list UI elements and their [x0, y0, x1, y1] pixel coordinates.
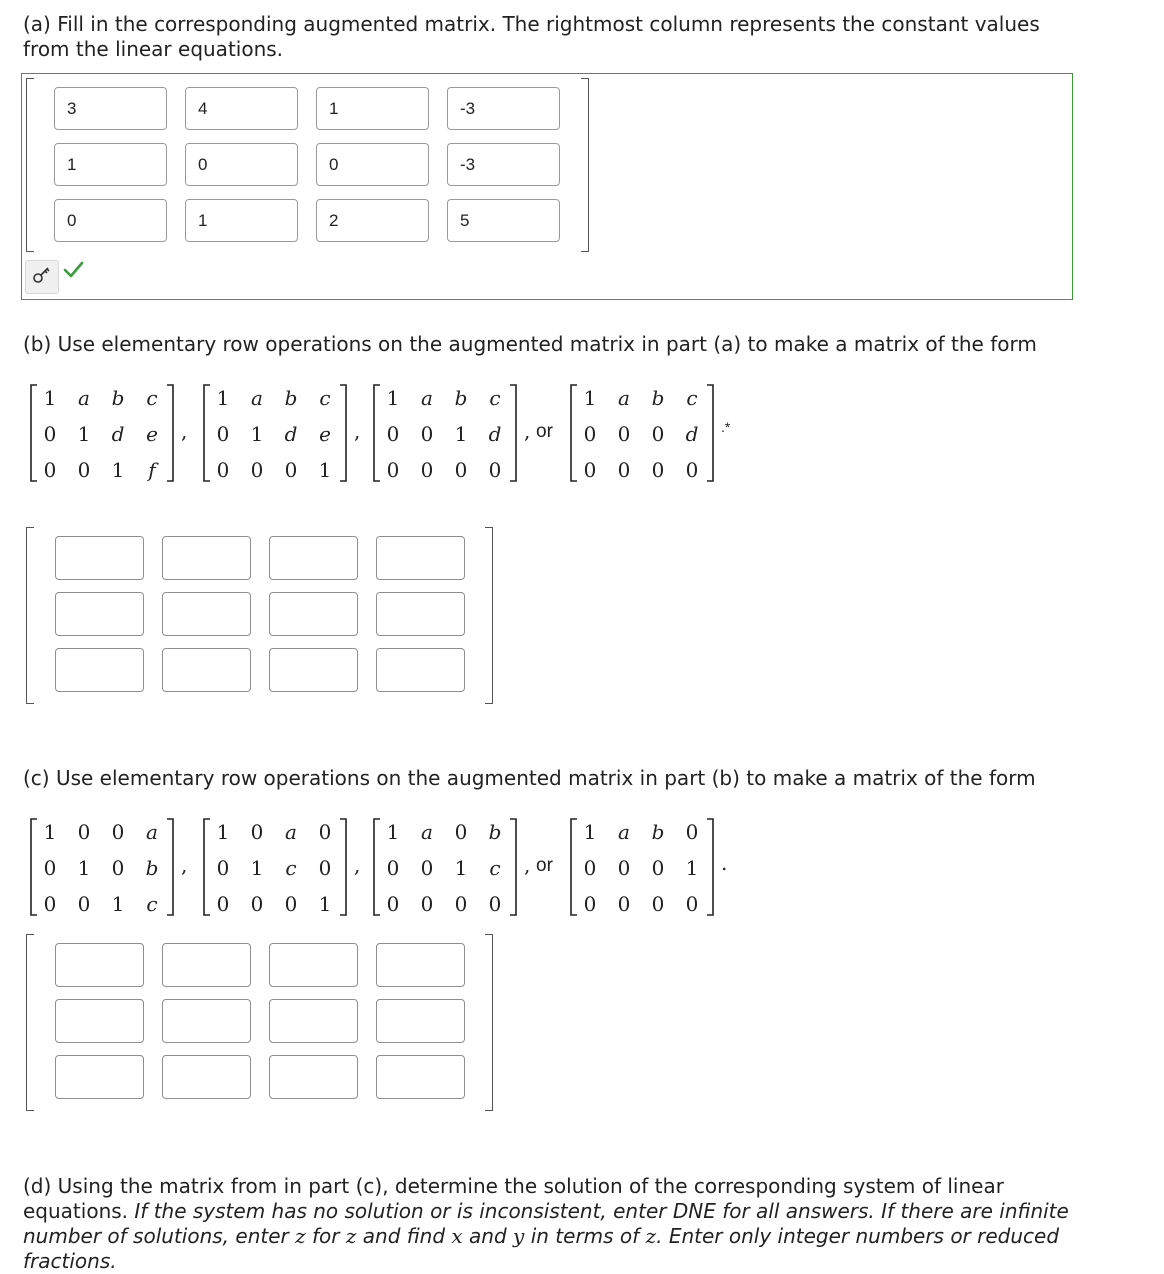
- part-b-input-cell[interactable]: [55, 536, 144, 580]
- form-matrix-entry: 0: [651, 458, 665, 482]
- form-matrix-entry: 1: [77, 856, 91, 880]
- form-matrix-entry: 0: [651, 892, 665, 916]
- form-matrix-entry: c: [319, 386, 331, 410]
- part-b-input-cell[interactable]: [269, 536, 358, 580]
- form-matrix-entry: 0: [250, 820, 264, 844]
- form-matrix: [202, 817, 348, 917]
- form-matrix-entry: 0: [216, 856, 230, 880]
- part-c-input-cell[interactable]: [55, 1055, 144, 1099]
- matrix-a-left-bracket: [26, 78, 34, 252]
- form-matrix-entry: b: [145, 856, 159, 880]
- form-matrix-entry: 0: [685, 458, 699, 482]
- matrix-a-cell[interactable]: [316, 199, 429, 242]
- part-b-input-cell[interactable]: [55, 592, 144, 636]
- form-matrix: [569, 817, 715, 917]
- check-icon: [62, 258, 84, 280]
- form-matrix-entry: d: [111, 422, 125, 446]
- form-matrix-entry: 1: [43, 820, 57, 844]
- part-c-input-cell[interactable]: [162, 1055, 251, 1099]
- matrix-a-cell[interactable]: [185, 143, 298, 186]
- form-matrix-entry: c: [146, 386, 158, 410]
- form-matrix-entry: 1: [454, 856, 468, 880]
- form-matrix-entry: 1: [43, 386, 57, 410]
- form-matrix-entry: 0: [583, 892, 597, 916]
- form-matrix-entry: 0: [250, 458, 264, 482]
- form-matrix-entry: 0: [318, 856, 332, 880]
- form-matrix-entry: e: [146, 422, 158, 446]
- form-matrix-entry: a: [618, 386, 630, 410]
- form-matrix-entry: b: [284, 386, 298, 410]
- form-matrix-entry: 0: [216, 892, 230, 916]
- matrix-a-cell[interactable]: [185, 87, 298, 130]
- matrix-a-cell[interactable]: [447, 87, 560, 130]
- form-matrix-entry: 0: [284, 892, 298, 916]
- form-matrix: [372, 817, 518, 917]
- form-matrix-entry: 1: [386, 820, 400, 844]
- part-b-input-cell[interactable]: [162, 536, 251, 580]
- form-matrix-entry: 0: [386, 892, 400, 916]
- form-matrix-entry: 0: [454, 820, 468, 844]
- var-z: z: [295, 1224, 306, 1248]
- form-matrix-entry: a: [421, 386, 433, 410]
- form-matrix-entry: a: [146, 820, 158, 844]
- comma: ,: [354, 853, 361, 877]
- matrix-a-cell[interactable]: [316, 143, 429, 186]
- form-matrix: [569, 383, 715, 483]
- part-b-input-cell[interactable]: [269, 592, 358, 636]
- form-matrix-entry: 1: [386, 386, 400, 410]
- part-b-input-cell[interactable]: [376, 536, 465, 580]
- right-bracket: [167, 819, 173, 915]
- form-matrix-entry: 0: [284, 458, 298, 482]
- form-matrix: [29, 383, 175, 483]
- form-matrix-entry: 0: [420, 422, 434, 446]
- part-c-input-cell[interactable]: [269, 943, 358, 987]
- part-a-instructions: (a) Fill in the corresponding augmented matrix. The rightmost column represents the constant values from the linear equations.: [23, 12, 1040, 61]
- part-b-input-cell[interactable]: [376, 592, 465, 636]
- form-matrix-entry: 0: [318, 820, 332, 844]
- form-matrix-entry: 1: [583, 386, 597, 410]
- form-matrix-entry: c: [489, 386, 501, 410]
- form-matrix-entry: 0: [685, 892, 699, 916]
- form-matrix-entry: a: [421, 820, 433, 844]
- matrix-a-cell[interactable]: [185, 199, 298, 242]
- form-matrix-entry: 0: [250, 892, 264, 916]
- part-c-input-cell[interactable]: [376, 943, 465, 987]
- part-d-instructions: (d) Using the matrix from in part (c), determine the solution of the corresponding system of linear equations. If the system has no solution or is inconsistent, enter DNE for all answers. If there are infinite number of solutions, enter z for z and find x and y in terms of z. Enter only integer numbers or reduced fractions.: [23, 1174, 1069, 1273]
- form-matrix-entry: b: [488, 820, 502, 844]
- form-matrix-entry: e: [319, 422, 331, 446]
- form-matrix-entry: b: [111, 386, 125, 410]
- right-bracket: [707, 385, 713, 481]
- part-b-input-cell[interactable]: [376, 648, 465, 692]
- part-c-input-cell[interactable]: [376, 999, 465, 1043]
- form-matrix-entry: 0: [583, 856, 597, 880]
- right-bracket: [340, 385, 346, 481]
- form-matrix-entry: 0: [651, 422, 665, 446]
- form-matrix: [202, 383, 348, 483]
- right-bracket: [510, 385, 516, 481]
- part-c-input-cell[interactable]: [269, 999, 358, 1043]
- form-matrix-entry: 0: [386, 422, 400, 446]
- right-bracket: [510, 819, 516, 915]
- form-matrix-entry: 0: [454, 892, 468, 916]
- form-matrix-entry: 0: [43, 856, 57, 880]
- part-c-input-cell[interactable]: [162, 999, 251, 1043]
- form-matrix-entry: 0: [420, 856, 434, 880]
- form-matrix-entry: 0: [651, 856, 665, 880]
- matrix-a-cell[interactable]: [316, 87, 429, 130]
- var-y: y: [513, 1224, 525, 1248]
- part-b-input-cell[interactable]: [162, 592, 251, 636]
- form-matrix-entry: 0: [488, 458, 502, 482]
- form-matrix-entry: a: [78, 386, 90, 410]
- form-matrix-entry: b: [651, 820, 665, 844]
- form-matrix-entry: 0: [583, 458, 597, 482]
- form-matrix-entry: 1: [583, 820, 597, 844]
- form-matrix-entry: b: [651, 386, 665, 410]
- form-matrix-entry: 0: [216, 422, 230, 446]
- matrix-a-right-bracket: [581, 78, 589, 252]
- part-b-instructions: (b) Use elementary row operations on the augmented matrix in part (a) to make a matrix of the form: [23, 332, 1037, 356]
- comma: ,: [354, 419, 361, 443]
- form-matrix: [372, 383, 518, 483]
- form-matrix-entry: 0: [43, 458, 57, 482]
- form-matrix-entry: 0: [420, 458, 434, 482]
- comma: ,: [181, 419, 188, 443]
- form-matrix-entry: 1: [111, 458, 125, 482]
- comma: ,: [181, 853, 188, 877]
- form-matrix-entry: 0: [111, 820, 125, 844]
- form-matrix-entry: 0: [77, 820, 91, 844]
- form-matrix-entry: 0: [617, 892, 631, 916]
- form-matrix-entry: 0: [77, 892, 91, 916]
- matrix-a-cell[interactable]: [54, 199, 167, 242]
- matrix-b-right-bracket: [485, 527, 493, 704]
- form-matrix-entry: 0: [216, 458, 230, 482]
- form-matrix-entry: 1: [685, 856, 699, 880]
- form-matrix-entry: 0: [617, 422, 631, 446]
- or-text: or: [536, 855, 553, 876]
- part-c-input-cell[interactable]: [269, 1055, 358, 1099]
- comma: ,: [524, 853, 531, 877]
- form-matrix-entry: 1: [216, 386, 230, 410]
- form-matrix-entry: 0: [617, 458, 631, 482]
- key-button[interactable]: [25, 260, 59, 294]
- right-bracket: [167, 385, 173, 481]
- part-b-input-cell[interactable]: [269, 648, 358, 692]
- part-b-input-cell[interactable]: [55, 648, 144, 692]
- form-matrix-entry: 0: [386, 856, 400, 880]
- form-matrix-entry: c: [489, 856, 501, 880]
- form-matrix-entry: 0: [111, 856, 125, 880]
- end-mark: .: [721, 851, 728, 875]
- part-c-input-cell[interactable]: [55, 999, 144, 1043]
- form-matrix-entry: 0: [488, 892, 502, 916]
- form-matrix-entry: d: [284, 422, 298, 446]
- matrix-a-cell[interactable]: [54, 143, 167, 186]
- matrix-b-left-bracket: [26, 527, 34, 704]
- end-mark: .*: [721, 419, 731, 435]
- key-icon: [32, 265, 52, 289]
- form-matrix: [29, 817, 175, 917]
- form-matrix-entry: d: [488, 422, 502, 446]
- var-x: x: [451, 1224, 463, 1248]
- form-matrix-entry: 1: [318, 892, 332, 916]
- form-matrix-entry: b: [454, 386, 468, 410]
- form-matrix-entry: 0: [583, 422, 597, 446]
- form-matrix-entry: f: [148, 458, 156, 482]
- form-matrix-entry: 0: [454, 458, 468, 482]
- form-matrix-entry: c: [686, 386, 698, 410]
- part-c-input-cell[interactable]: [55, 943, 144, 987]
- form-matrix-entry: 0: [386, 458, 400, 482]
- form-matrix-entry: 0: [617, 856, 631, 880]
- var-z: z: [345, 1224, 357, 1248]
- form-matrix-entry: 1: [454, 422, 468, 446]
- or-text: or: [536, 421, 553, 442]
- part-c-input-cell[interactable]: [376, 1055, 465, 1099]
- form-matrix-entry: 0: [685, 820, 699, 844]
- part-c-instructions: (c) Use elementary row operations on the augmented matrix in part (b) to make a matrix of the form: [23, 766, 1036, 790]
- form-matrix-entry: 0: [77, 458, 91, 482]
- form-matrix-entry: a: [251, 386, 263, 410]
- matrix-c-left-bracket: [26, 934, 34, 1111]
- form-matrix-entry: 1: [250, 422, 264, 446]
- matrix-a-cell[interactable]: [54, 87, 167, 130]
- matrix-a-cell[interactable]: [447, 199, 560, 242]
- matrix-a-cell[interactable]: [447, 143, 560, 186]
- var-z: z: [645, 1224, 657, 1248]
- form-matrix-entry: 0: [43, 422, 57, 446]
- form-matrix-entry: 1: [250, 856, 264, 880]
- form-matrix-entry: 1: [77, 422, 91, 446]
- right-bracket: [340, 819, 346, 915]
- form-matrix-entry: 1: [216, 820, 230, 844]
- comma: ,: [524, 419, 531, 443]
- part-b-input-cell[interactable]: [162, 648, 251, 692]
- right-bracket: [707, 819, 713, 915]
- matrix-c-right-bracket: [485, 934, 493, 1111]
- form-matrix-entry: c: [146, 892, 158, 916]
- part-c-input-cell[interactable]: [162, 943, 251, 987]
- form-matrix-entry: 0: [43, 892, 57, 916]
- form-matrix-entry: d: [685, 422, 699, 446]
- form-matrix-entry: a: [285, 820, 297, 844]
- form-matrix-entry: 0: [420, 892, 434, 916]
- form-matrix-entry: c: [285, 856, 297, 880]
- form-matrix-entry: a: [618, 820, 630, 844]
- form-matrix-entry: 1: [111, 892, 125, 916]
- form-matrix-entry: 1: [318, 458, 332, 482]
